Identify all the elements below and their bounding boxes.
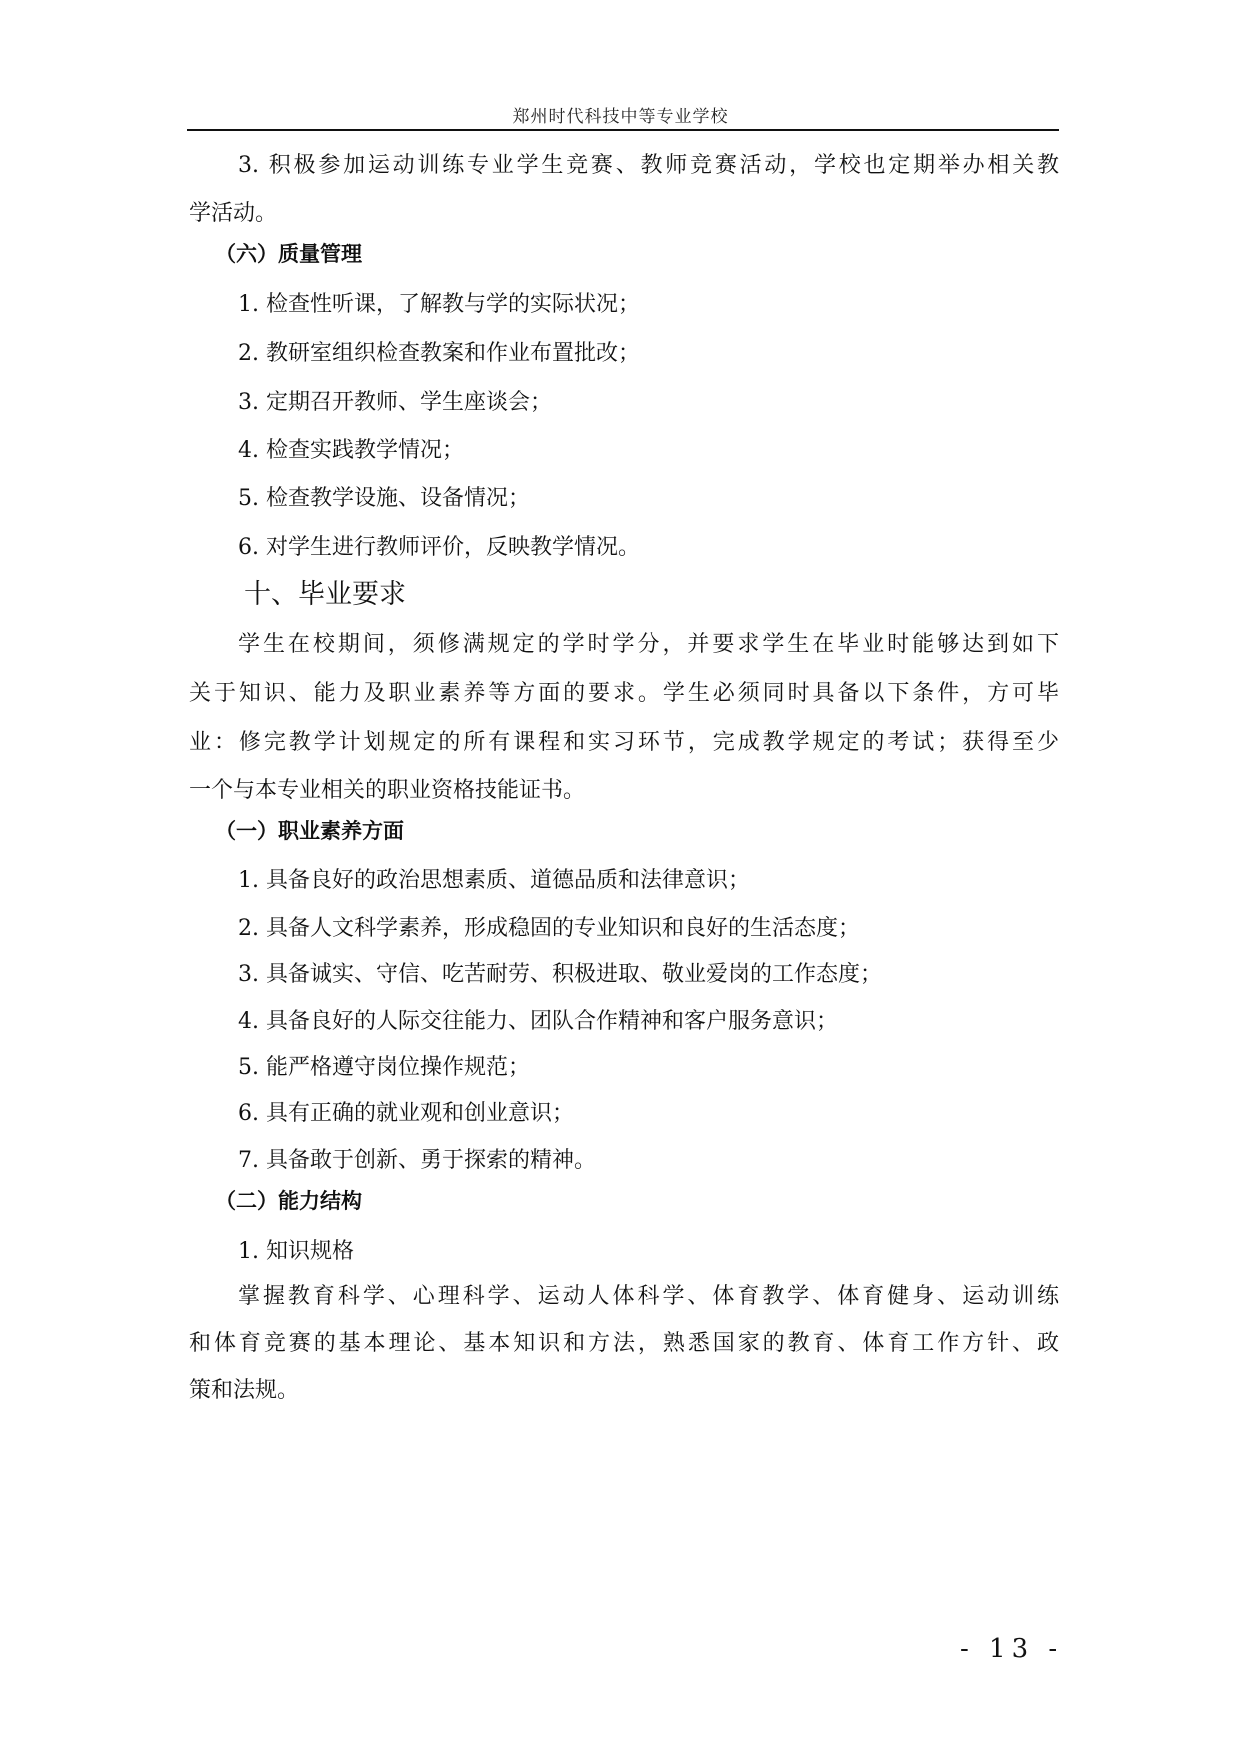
section-heading: （一）职业素养方面 — [215, 819, 404, 843]
list-item: 4. 具备良好的人际交往能力、团队合作精神和客户服务意识； — [238, 1009, 838, 1034]
section-heading: （六）质量管理 — [215, 242, 362, 266]
list-item: 2. 具备人文科学素养，形成稳固的专业知识和良好的生活态度； — [238, 916, 860, 941]
list-item: 7. 具备敢于创新、勇于探索的精神。 — [238, 1148, 596, 1173]
paragraph-line: 策和法规。 — [189, 1378, 300, 1403]
list-item: 5. 检查教学设施、设备情况； — [238, 486, 530, 511]
list-item: 3. 具备诚实、守信、吃苦耐劳、积极进取、敬业爱岗的工作态度； — [238, 962, 882, 987]
section-heading: （二）能力结构 — [215, 1189, 362, 1213]
chapter-heading: 十、毕业要求 — [244, 579, 406, 610]
list-item: 1. 检查性听课，了解教与学的实际状况； — [238, 292, 640, 317]
list-item: 3. 定期召开教师、学生座谈会； — [238, 390, 552, 415]
list-item: 6. 具有正确的就业观和创业意识； — [238, 1101, 574, 1126]
page-number: - 13 - — [960, 1634, 1064, 1664]
paragraph-line: 学活动。 — [189, 201, 278, 226]
list-item: 1. 具备良好的政治思想素质、道德品质和法律意识； — [238, 868, 750, 893]
paragraph-line: 业：修完教学计划规定的所有课程和实习环节，完成教学规定的考试；获得至少 — [189, 730, 1059, 755]
header-title: 郑州时代科技中等专业学校 — [512, 107, 729, 127]
list-item: 1. 知识规格 — [238, 1239, 354, 1264]
paragraph-line: 3. 积极参加运动训练专业学生竞赛、教师竞赛活动，学校也定期举办相关教 — [238, 153, 1059, 178]
list-item: 2. 教研室组织检查教案和作业布置批改； — [238, 341, 640, 366]
paragraph-line: 一个与本专业相关的职业资格技能证书。 — [189, 778, 586, 803]
paragraph-line: 学生在校期间，须修满规定的学时学分，并要求学生在毕业时能够达到如下 — [238, 632, 1059, 657]
list-item: 4. 检查实践教学情况； — [238, 438, 464, 463]
paragraph-line: 和体育竞赛的基本理论、基本知识和方法，熟悉国家的教育、体育工作方针、政 — [189, 1331, 1059, 1356]
paragraph-line: 掌握教育科学、心理科学、运动人体科学、体育教学、体育健身、运动训练 — [238, 1284, 1059, 1309]
paragraph-line: 关于知识、能力及职业素养等方面的要求。学生必须同时具备以下条件，方可毕 — [189, 681, 1059, 706]
list-item: 6. 对学生进行教师评价，反映教学情况。 — [238, 535, 640, 560]
header-divider — [187, 129, 1059, 131]
list-item: 5. 能严格遵守岗位操作规范； — [238, 1055, 530, 1080]
